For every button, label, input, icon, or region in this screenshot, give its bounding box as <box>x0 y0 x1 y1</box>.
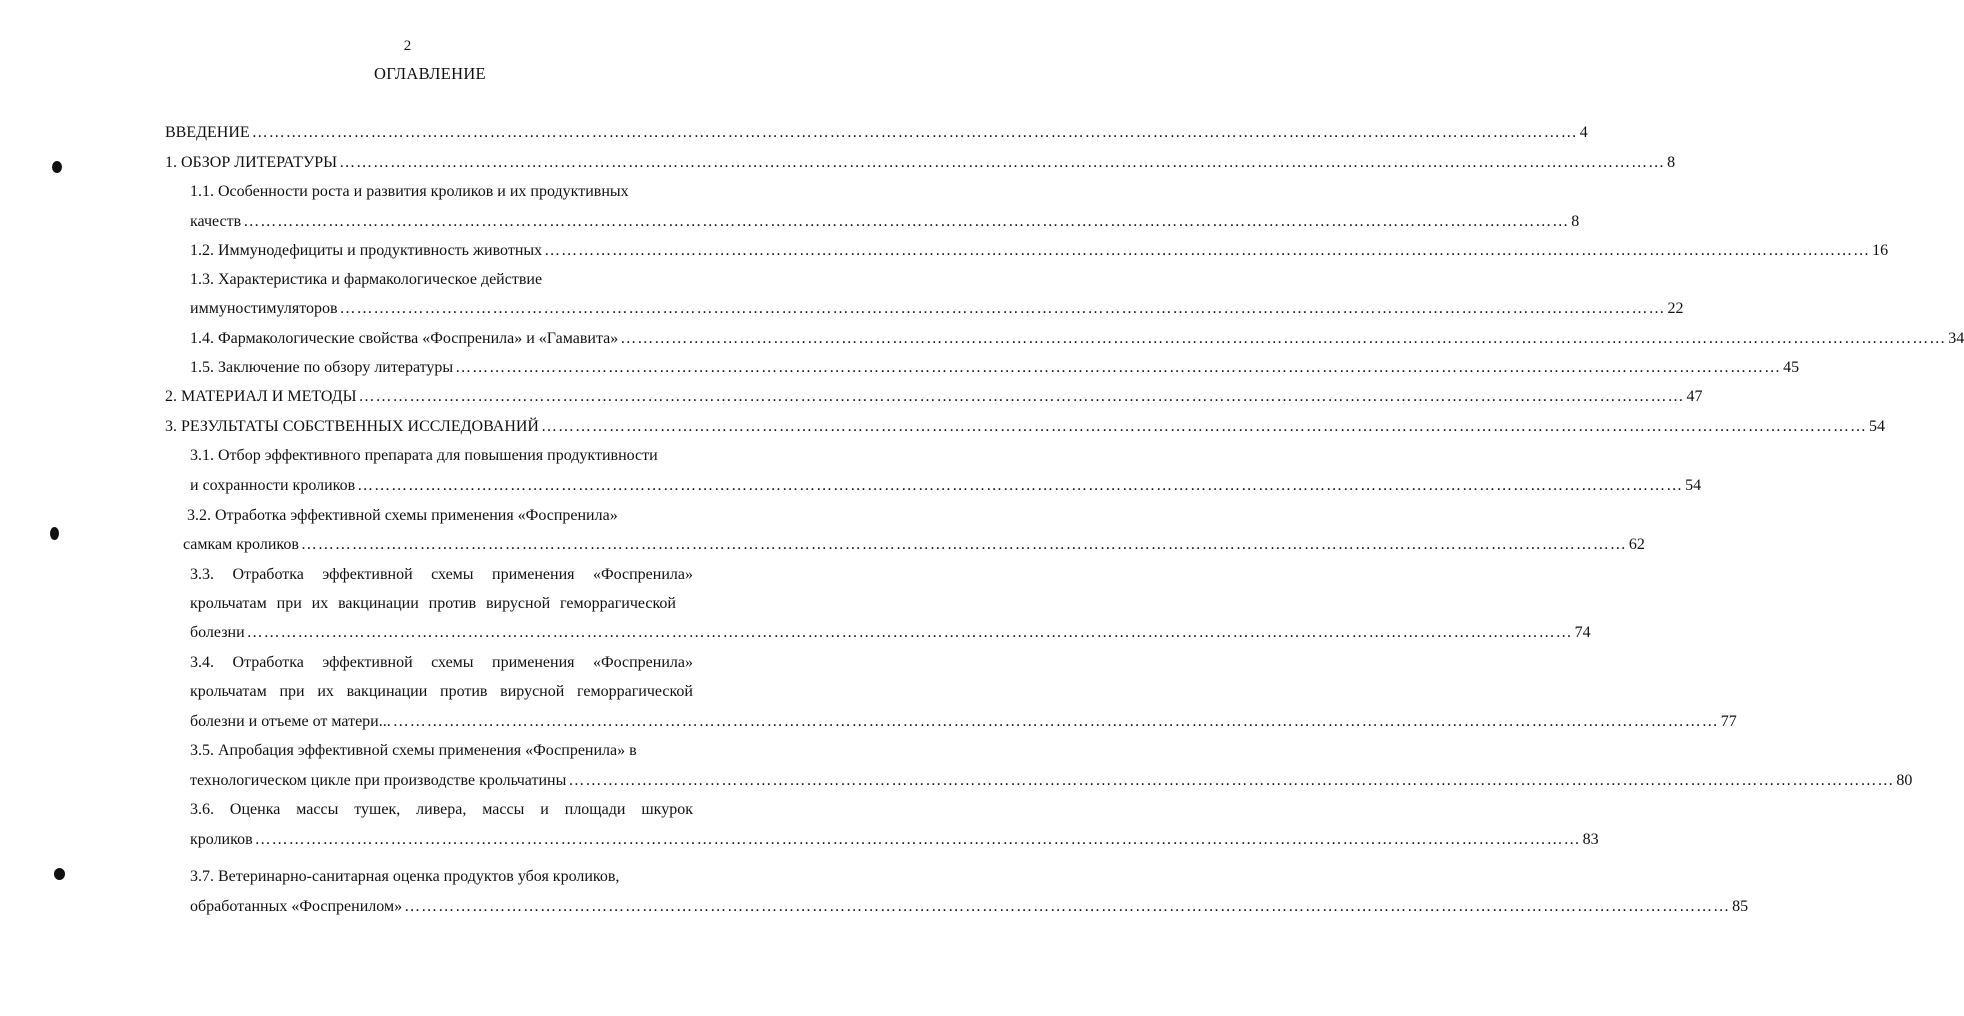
toc-entry-3-7-line1: 3.7. Ветеринарно-санитарная оценка продуктов убоя кроликов, <box>190 868 620 885</box>
toc-page-number: 54 <box>1868 418 1885 435</box>
toc-entry-3-3-line1: 3.3. Отработка эффективной схемы применения «Фоспренила» <box>190 566 693 583</box>
toc-page-number: 8 <box>1571 213 1580 230</box>
dot-leader: ……………………………………………………………………………………………………………………………………………………………………………………………………………… <box>339 154 1666 171</box>
scan-speck <box>52 161 62 173</box>
toc-page-number: 45 <box>1783 359 1800 376</box>
toc-entry-3-6: кроликов ……………………………………………………………………………………………………………………………………………………………………………………………………………… 83 <box>190 829 693 851</box>
toc-entry-3-7: обработанных «Фоспренилом» ……………………………………………………………………………………………………………………………………………………………………………………………………………… 85 <box>190 896 693 918</box>
page-title: ОГЛАВЛЕНИЕ <box>374 64 486 83</box>
toc-page-number: 22 <box>1667 300 1684 317</box>
toc-entry-3-2-line1: 3.2. Отработка эффективной схемы применения «Фоспренила» <box>187 507 618 524</box>
toc-page-number: 80 <box>1896 772 1913 789</box>
dot-leader: ……………………………………………………………………………………………………………………………………………………………………………………………………………… <box>455 359 1782 376</box>
toc-page-number: 4 <box>1579 124 1588 141</box>
toc-page-number: 47 <box>1686 388 1703 405</box>
dot-leader: ……………………………………………………………………………………………………………………………………………………………………………………………………………… <box>251 124 1578 141</box>
toc-page-number: 85 <box>1732 898 1749 915</box>
toc-entry-1-4: 1.4. Фармакологические свойства «Фоспренила» и «Гамавита» ……………………………………………………………………………………………………………………………………………………………………………………………………………… 34 <box>190 328 693 350</box>
toc-page-number: 62 <box>1628 536 1645 553</box>
toc-page-number: 54 <box>1685 477 1702 494</box>
toc-entry-3-6-line1: 3.6. Оценка массы тушек, ливера, массы и площади шкурок <box>190 801 693 818</box>
toc-entry-1-5: 1.5. Заключение по обзору литературы ……………………………………………………………………………………………………………………………………………………………………………………………………………… 45 <box>190 357 693 379</box>
dot-leader: ……………………………………………………………………………………………………………………………………………………………………………………………………………… <box>339 300 1666 317</box>
toc-entry-3-2: самкам кроликов ……………………………………………………………………………………………………………………………………………………………………………………………………………… 62 <box>183 534 688 556</box>
dot-leader: ……………………………………………………………………………………………………………………………………………………………………………………………………………… <box>246 624 1573 641</box>
dot-leader: ……………………………………………………………………………………………………………………………………………………………………………………………………………… <box>392 713 1719 730</box>
toc-entry-chapter-2: 2. МАТЕРИАЛ И МЕТОДЫ ……………………………………………………………………………………………………………………………………………………………………………………………………………… 47 <box>165 386 693 408</box>
dot-leader: ……………………………………………………………………………………………………………………………………………………………………………………………………………… <box>540 418 1867 435</box>
toc-entry-1-1: качеств ……………………………………………………………………………………………………………………………………………………………………………………………………………… 8 <box>190 211 693 233</box>
dot-leader: ……………………………………………………………………………………………………………………………………………………………………………………………………………… <box>620 330 1947 347</box>
toc-page-number: 83 <box>1582 831 1599 848</box>
toc-page-number: 77 <box>1720 713 1737 730</box>
toc-entry-3-3: болезни ……………………………………………………………………………………………………………………………………………………………………………………………………………… 74 <box>190 622 690 644</box>
toc-entry-3-1-line1: 3.1. Отбор эффективного препарата для повышения продуктивности <box>190 447 658 464</box>
scan-speck <box>50 527 59 540</box>
toc-entry-chapter-3: 3. РЕЗУЛЬТАТЫ СОБСТВЕННЫХ ИССЛЕДОВАНИЙ ……………………………………………………………………………………………………………………………………………………………………………………………………………… 54 <box>165 416 693 438</box>
toc-entry-3-5-line1: 3.5. Апробация эффективной схемы применения «Фоспренила» в <box>190 742 637 759</box>
toc-entry-3-1: и сохранности кроликов ……………………………………………………………………………………………………………………………………………………………………………………………………………… 54 <box>190 475 693 497</box>
toc-entry-chapter-1: 1. ОБЗОР ЛИТЕРАТУРЫ ……………………………………………………………………………………………………………………………………………………………………………………………………………… 8 <box>165 152 693 174</box>
toc-entry-3-3-line2: крольчатам при их вакцинации против вирусной геморрагической <box>190 595 676 612</box>
page-number: 2 <box>403 38 412 54</box>
toc-entry-1-3-line1: 1.3. Характеристика и фармакологическое действие <box>190 271 543 288</box>
dot-leader: ……………………………………………………………………………………………………………………………………………………………………………………………………………… <box>357 477 1684 494</box>
dot-leader: ……………………………………………………………………………………………………………………………………………………………………………………………………………… <box>254 831 1581 848</box>
dot-leader: ……………………………………………………………………………………………………………………………………………………………………………………………………………… <box>568 772 1895 789</box>
toc-entry-3-4: болезни и отъеме от матери... ……………………………………………………………………………………………………………………………………………………………………………………………………………… 77 <box>190 711 693 733</box>
toc-page-number: 74 <box>1574 624 1591 641</box>
toc-entry-3-5: технологическом цикле при производстве крольчатины ……………………………………………………………………………………………………………………………………………………………………………………………………………… 80 <box>190 770 693 792</box>
toc-page-number: 8 <box>1667 154 1676 171</box>
toc-entry-1-2: 1.2. Иммунодефициты и продуктивность животных ……………………………………………………………………………………………………………………………………………………………………………………………………………… 16 <box>190 240 693 262</box>
dot-leader: ……………………………………………………………………………………………………………………………………………………………………………………………………………… <box>358 388 1685 405</box>
toc-entry-3-4-line2: крольчатам при их вакцинации против вирусной геморрагической <box>190 683 693 700</box>
dot-leader: ……………………………………………………………………………………………………………………………………………………………………………………………………………… <box>243 213 1570 230</box>
dot-leader: ……………………………………………………………………………………………………………………………………………………………………………………………………………… <box>544 242 1871 259</box>
toc-entry-1-1-line1: 1.1. Особенности роста и развития кроликов и их продуктивных <box>190 183 629 200</box>
toc-page-number: 16 <box>1872 242 1889 259</box>
dot-leader: ……………………………………………………………………………………………………………………………………………………………………………………………………………… <box>404 898 1731 915</box>
toc-page-number: 34 <box>1948 330 1964 347</box>
toc-entry-3-4-line1: 3.4. Отработка эффективной схемы применения «Фоспренила» <box>190 654 693 671</box>
toc-entry-intro: ВВЕДЕНИЕ ……………………………………………………………………………………………………………………………………………………………………………………………………………… 4 <box>165 122 693 144</box>
toc-entry-1-3: иммуностимуляторов ……………………………………………………………………………………………………………………………………………………………………………………………………………… 22 <box>190 298 693 320</box>
dot-leader: ……………………………………………………………………………………………………………………………………………………………………………………………………………… <box>300 536 1627 553</box>
scan-speck <box>54 868 65 880</box>
